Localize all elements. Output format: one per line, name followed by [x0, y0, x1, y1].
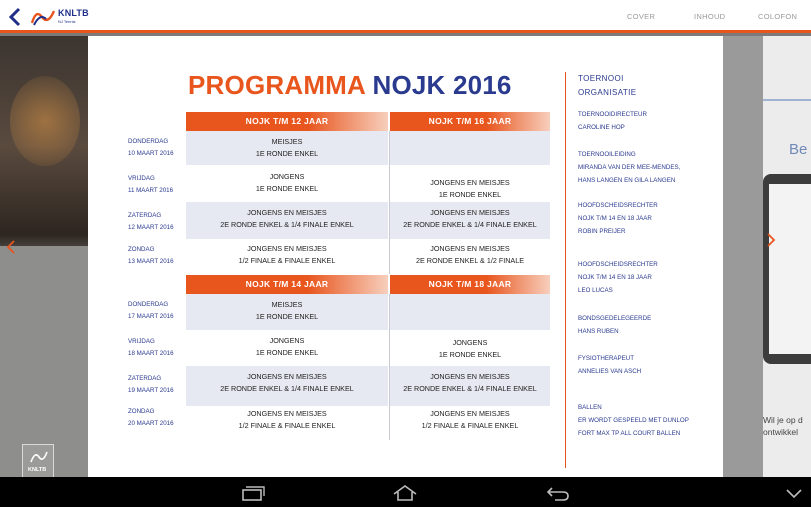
row-day: VRIJDAG 11 MAART 2016: [128, 175, 174, 194]
org-line: HANS RUBEN: [578, 328, 619, 335]
row-day: ZATERDAG 19 MAART 2016: [128, 375, 174, 394]
preview-text-line-1: Wil je op d: [763, 415, 803, 425]
table-row: JONGENS 1E RONDE ENKEL: [255, 336, 319, 357]
brand-sub: NJ Tennis: [58, 19, 76, 24]
preview-text: [763, 414, 811, 438]
top-bar: [0, 0, 811, 33]
table-row: MEISJES 1E RONDE ENKEL: [255, 300, 319, 321]
title-part-1: PROGRAMMA: [188, 70, 366, 100]
preview-text-line-2: ontwikkel: [763, 427, 798, 437]
table-header: NOJK T/M 18 JAAR: [390, 275, 550, 294]
knltb-badge-icon: [29, 449, 49, 465]
table-row: JONGENS 1E RONDE ENKEL: [438, 338, 502, 359]
column-divider: [565, 72, 566, 468]
org-line: HANS LANGEN EN GILA LANGEN: [578, 177, 676, 184]
next-page-preview[interactable]: [723, 36, 811, 477]
table-row: JONGENS EN MEISJES 1/2 FINALE & FINALE ENKEL: [238, 244, 336, 265]
org-line: BALLEN: [578, 404, 602, 411]
knltb-badge-text: KNLTB: [28, 467, 47, 473]
table-row: JONGENS EN MEISJES 1/2 FINALE & FINALE ENKEL: [238, 409, 336, 430]
recent-apps-icon[interactable]: [241, 485, 265, 501]
next-page-arrow-icon[interactable]: [765, 233, 777, 247]
org-line: ER WORDT GESPEELD MET DUNLOP: [578, 417, 689, 424]
background-photo: [10, 76, 80, 166]
org-line: BONDSGEDELEGEERDE: [578, 315, 652, 322]
row-day: ZONDAG 13 MAART 2016: [128, 246, 174, 265]
table-row: JONGENS EN MEISJES 2E RONDE ENKEL & 1/4 FINALE ENKEL: [403, 208, 537, 229]
table-header: NOJK T/M 12 JAAR: [186, 112, 388, 131]
org-heading: ORGANISATIE: [578, 88, 637, 97]
org-line: FORT MAX TP ALL COURT BALLEN: [578, 430, 681, 437]
nav-inhoud[interactable]: INHOUD: [694, 12, 726, 21]
org-line: FYSIOTHERAPEUT: [578, 355, 635, 362]
back-icon[interactable]: [546, 485, 570, 501]
row-day: ZATERDAG 12 MAART 2016: [128, 212, 174, 231]
table-row: MEISJES 1E RONDE ENKEL: [255, 137, 319, 158]
back-arrow-icon[interactable]: [7, 7, 23, 27]
tablet-image: [763, 174, 811, 364]
table-row: JONGENS 1E RONDE ENKEL: [255, 172, 319, 193]
row-day: DONDERDAG 17 MAART 2016: [128, 301, 174, 320]
brand-name: KNLTB: [58, 8, 89, 18]
nav-cover[interactable]: COVER: [627, 12, 656, 21]
org-line: LEO LUCAS: [578, 287, 613, 294]
org-line: TOERNOOIDIRECTEUR: [578, 111, 647, 118]
preview-heading: Be: [789, 141, 808, 158]
system-nav-bar: [0, 477, 811, 507]
home-icon[interactable]: [392, 485, 418, 501]
org-line: NOJK T/M 14 EN 18 JAAR: [578, 215, 652, 222]
table-row: JONGENS EN MEISJES 1E RONDE ENKEL: [430, 178, 510, 199]
org-line: MIRANDA VAN DER MEE-MENDES,: [578, 164, 681, 171]
title-part-2: NOJK 2016: [372, 70, 512, 100]
program-page: [88, 36, 723, 477]
org-line: ANNELIES VAN ASCH: [578, 368, 642, 375]
table-row: JONGENS EN MEISJES 2E RONDE ENKEL & 1/4 FINALE ENKEL: [220, 208, 354, 229]
page-title: [188, 70, 512, 101]
previous-page-arrow-icon[interactable]: [5, 240, 17, 254]
org-heading: TOERNOOI: [578, 74, 624, 83]
table-row: JONGENS EN MEISJES 2E RONDE ENKEL & 1/4 FINALE ENKEL: [403, 372, 537, 393]
table-header: NOJK T/M 16 JAAR: [390, 112, 550, 131]
previous-page-preview[interactable]: [0, 36, 88, 477]
org-line: CAROLINE HOP: [578, 124, 625, 131]
org-line: NOJK T/M 14 EN 18 JAAR: [578, 274, 652, 281]
row-day: ZONDAG 20 MAART 2016: [128, 408, 174, 427]
row-day: DONDERDAG 10 MAART 2016: [128, 138, 174, 157]
org-line: HOOFDSCHEIDSRECHTER: [578, 202, 658, 209]
table-header: NOJK T/M 14 JAAR: [186, 275, 388, 294]
org-line: TOERNOOILEIDING: [578, 151, 636, 158]
nav-colofon[interactable]: COLOFON: [758, 12, 798, 21]
org-line: HOOFDSCHEIDSRECHTER: [578, 261, 658, 268]
table-row: JONGENS EN MEISJES 1/2 FINALE & FINALE ENKEL: [421, 409, 519, 430]
org-line: ROBIN PREIJER: [578, 228, 626, 235]
table-row: JONGENS EN MEISJES 2E RONDE ENKEL & 1/2 FINALE: [416, 244, 524, 265]
row-day: VRIJDAG 18 MAART 2016: [128, 338, 174, 357]
table-row: JONGENS EN MEISJES 2E RONDE ENKEL & 1/4 FINALE ENKEL: [220, 372, 354, 393]
keyboard-hide-icon[interactable]: [785, 485, 803, 501]
